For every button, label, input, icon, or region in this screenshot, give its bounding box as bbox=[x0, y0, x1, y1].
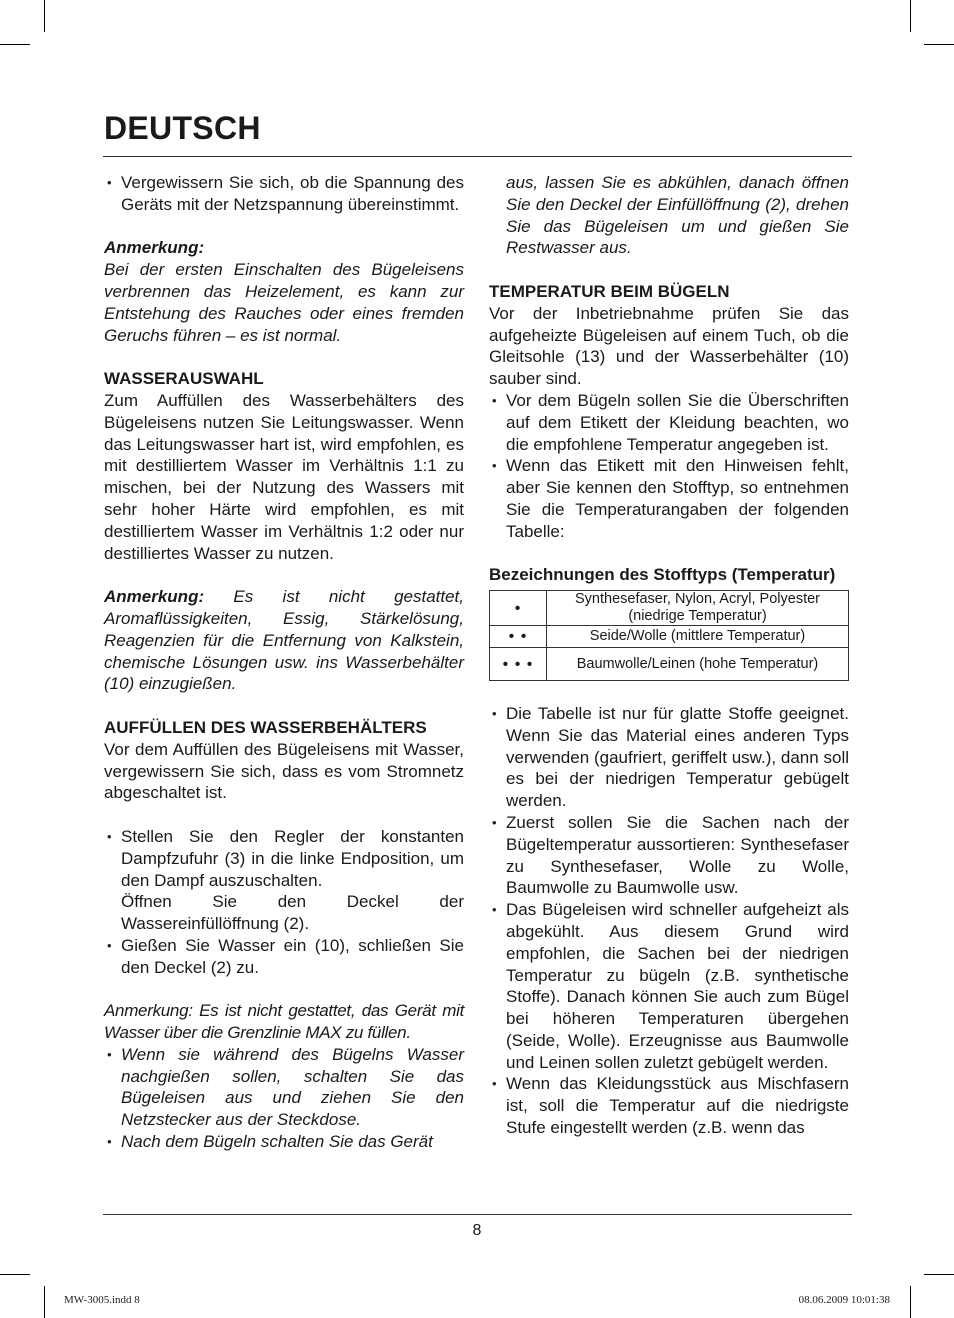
right-column bbox=[489, 172, 849, 1139]
left-column bbox=[104, 172, 464, 1153]
list-item: • Zuerst sollen Sie die Sachen nach der Bügeltemperatur aussortieren: Synthesefaser zu Synthesefaser, Wolle zu Wolle, Baumwolle zu Baumwolle usw. bbox=[489, 812, 849, 899]
list-item-continuation: Öffnen Sie den Deckel der Wassereinfüllöffnung (2). bbox=[121, 892, 464, 934]
dots-cell: • • bbox=[490, 626, 547, 648]
voltage-list bbox=[104, 172, 464, 216]
crop-mark bbox=[924, 1274, 954, 1275]
timestamp: 08.06.2009 10:01:38 bbox=[798, 1294, 890, 1306]
list-item: • Stellen Sie den Regler der konstanten Dampfzufuhr (3) in die linke Endposition, um den Dampf auszuschalten. bbox=[104, 826, 464, 891]
list-item: • Gießen Sie Wasser ein (10), schließen Sie den Deckel (2) zu. bbox=[104, 935, 464, 979]
dots-cell: • • • bbox=[490, 648, 547, 681]
table-row bbox=[490, 648, 849, 681]
crop-mark bbox=[910, 0, 911, 32]
page-number: 8 bbox=[472, 1222, 482, 1239]
note-list bbox=[104, 1044, 464, 1153]
dots-cell: • bbox=[490, 591, 547, 626]
section-heading-temperature: TEMPERATUR BEIM BÜGELN bbox=[489, 281, 730, 301]
table-row bbox=[490, 591, 849, 626]
note-label: Anmerkung: bbox=[104, 238, 205, 258]
note-text: Bei der ersten Einschalten des Bügeleisens verbrennen das Heizelement, es kann zur Entstehung des Rauches oder eines fremden Geruchs führen – es ist normal. bbox=[104, 260, 464, 345]
fabric-cell: Seide/Wolle (mittlere Temperatur) bbox=[547, 626, 849, 648]
fabric-table bbox=[489, 590, 849, 681]
fabric-cell: Baumwolle/Leinen (hohe Temperatur) bbox=[547, 648, 849, 681]
water-paragraph: Zum Auffüllen des Wasserbehälters des Bügeleisens nutzen Sie Leitungswasser. Wenn das Leitungswasser hart ist, wird empfohlen, es mit destilliertem Wasser im Verhältnis 1:1 zu mischen, bei der Nutzung des Wassers mit sehr hoher Härte wird empfohlen, es mit destilliertem Wasser im Verhältnis 1:2 oder nur destilliertes Wasser zu nutzen. bbox=[104, 390, 464, 563]
note-label: Anmerkung: bbox=[104, 587, 205, 607]
note-text: Anmerkung: Es ist nicht gestattet, das Gerät mit Wasser über die Grenzlinie MAX zu füllen. bbox=[104, 1001, 464, 1043]
note-paragraph bbox=[104, 586, 464, 695]
crop-mark bbox=[910, 1286, 911, 1318]
list-item: • Das Bügeleisen wird schneller aufgeheizt als abgekühlt. Aus diesem Grund wird empfohlen, die Sachen bei der niedrigen Temperatur zu bügeln (z.B. synthetische Stoffe). Danach können Sie auch zum Bügel bei höheren Temperaturen übergehen (Seide, Wolle). Erzeugnisse aus Baumwolle und Leinen sollen zuletzt gebügelt werden. bbox=[489, 899, 849, 1073]
fill-list bbox=[104, 826, 464, 891]
list-item: • Die Tabelle ist nur für glatte Stoffe geeignet. Wenn Sie das Material eines anderen Typs verwenden (gaufriert, geriffelt usw.), dann soll es bei der niedrigen Temperatur gebügelt werden. bbox=[489, 703, 849, 812]
fill-list-2 bbox=[104, 935, 464, 979]
temperature-paragraph: Vor der Inbetriebnahme prüfen Sie das aufgeheizte Bügeleisen auf einem Tuch, ob die Gleitsohle (13) und der Wasserbehälter (10) sauber sind. bbox=[489, 303, 849, 389]
fill-paragraph: Vor dem Auffüllen des Bügeleisens mit Wasser, vergewissern Sie sich, dass es vom Stromnetz abgeschaltet ist. bbox=[104, 739, 464, 803]
table-heading: Bezeichnungen des Stofftyps (Temperatur) bbox=[489, 565, 836, 585]
list-item: • Nach dem Bügeln schalten Sie das Gerät bbox=[104, 1131, 464, 1153]
fabric-cell: Synthesefaser, Nylon, Acryl, Polyester (niedrige Temperatur) bbox=[547, 591, 849, 626]
continued-text: aus, lassen Sie es abkühlen, danach öffnen Sie den Deckel der Einfüllöffnung (2), drehen Sie das Bügeleisen um und gießen Sie Restwasser aus. bbox=[506, 173, 849, 258]
file-info: MW-3005.indd 8 bbox=[64, 1294, 140, 1306]
crop-mark bbox=[44, 1286, 45, 1318]
list-item: • Wenn das Etikett mit den Hinweisen fehlt, aber Sie kennen den Stofftyp, so entnehmen Sie die Temperaturangaben der folgenden Tabelle: bbox=[489, 455, 849, 542]
note-text: Es ist nicht gestattet, Aromaflüssigkeiten, Essig, Stärkelösung, Reagenzien für die Entfernung von Kalkstein, chemische Lösungen usw. ins Wasserbehälter (10) einzugießen. bbox=[104, 587, 464, 694]
crop-mark bbox=[0, 1274, 30, 1275]
crop-mark bbox=[924, 44, 954, 45]
list-item: • Vergewissern Sie sich, ob die Spannung des Geräts mit der Netzspannung übereinstimmt. bbox=[104, 172, 464, 216]
ironing-tips-list bbox=[489, 703, 849, 1139]
crop-mark bbox=[44, 0, 45, 32]
list-item: • Vor dem Bügeln sollen Sie die Überschriften auf dem Etikett der Kleidung beachten, wo die empfohlene Temperatur angegeben ist. bbox=[489, 390, 849, 455]
list-item: • Wenn das Kleidungsstück aus Mischfasern ist, soll die Temperatur auf die niedrigste Stufe eingestellt werden (z.B. wenn das bbox=[489, 1073, 849, 1138]
section-heading-fill: AUFFÜLLEN DES WASSERBEHÄLTERS bbox=[104, 717, 427, 737]
temperature-list bbox=[489, 390, 849, 543]
title-rule bbox=[103, 156, 852, 157]
footer-rule bbox=[103, 1214, 852, 1215]
table-row bbox=[490, 626, 849, 648]
list-item: • Wenn sie während des Bügelns Wasser nachgießen sollen, schalten Sie das Bügeleisen aus und ziehen Sie den Netzstecker aus der Steckdose. bbox=[104, 1044, 464, 1131]
crop-mark bbox=[0, 44, 30, 45]
section-heading-water: WASSERAUSWAHL bbox=[104, 369, 264, 389]
page-title: DEUTSCH bbox=[104, 110, 261, 146]
